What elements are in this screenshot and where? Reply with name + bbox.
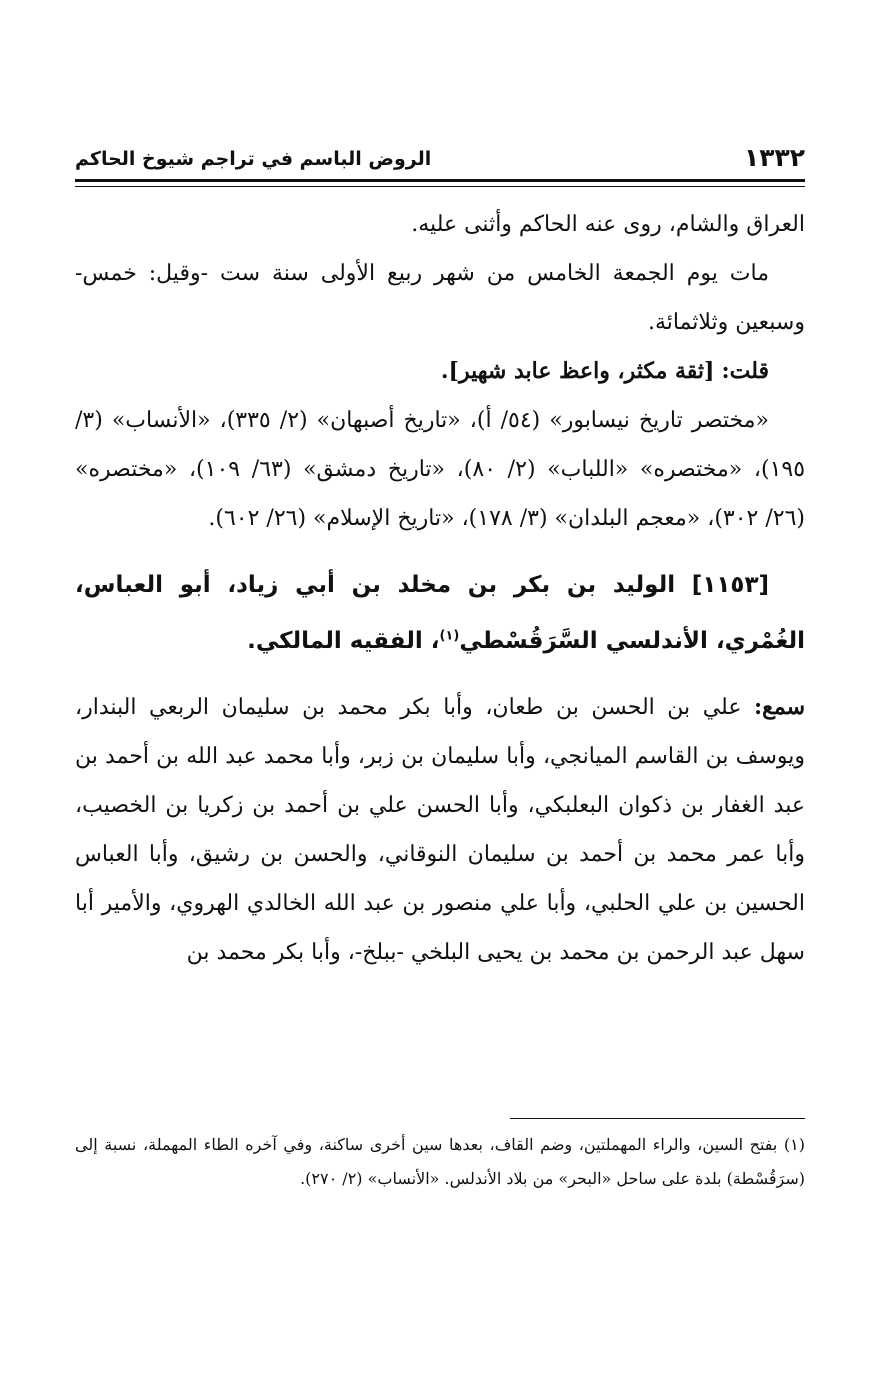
previous-entry-continuation: العراق والشام، روى عنه الحاكم وأثنى عليه. bbox=[411, 212, 805, 237]
heard-text: علي بن الحسن بن طعان، وأبا بكر محمد بن سليمان الربعي البندار، ويوسف بن القاسم الميانجي، وأبا سليمان بن زبر، وأبا محمد عبد الله بن أحمد بن عبد الغفار بن ذكوان البعلبكي، وأبا الحسن علي بن أحمد بن زكريا بن الخصيب، وأبا عمر محمد بن أحمد بن سليمان النوقاني، والحسن بن رشيق، وأبا العباس الحسين بن علي الحلبي، وأبا علي منصور بن عبد الله الخالدي الهروي، والأمير أبا سهل عبد الرحمن بن محمد بن يحيى البلخي -ببلخ-، وأبا بكر محمد بن bbox=[75, 695, 806, 965]
entry-gap-2 bbox=[75, 669, 805, 683]
verdict bbox=[75, 347, 805, 396]
verdict-text: [ثقة مكثر، واعظ عابد شهير]. bbox=[440, 358, 715, 384]
header-rule-thick bbox=[75, 179, 805, 182]
entry-heading-text: [١١٥٣] الوليد بن بكر بن مخلد بن أبي زياد، أبو العباس، الغُمْري، الأندلسي السَّرَقُسْطي bbox=[75, 572, 805, 654]
heard-lead: سمع: bbox=[754, 694, 805, 720]
header-rule-thin bbox=[75, 186, 805, 187]
verdict-lead: قلت: bbox=[721, 358, 769, 384]
footnote: (١) بفتح السين، والراء المهملتين، وضم القاف، بعدها سين أخرى ساكنة، وفي آخره الطاء المهملة، نسبة إلى (سرَقُسْطة) بلدة على ساحل «البحر» من بلاد الأندلس. «الأنساب» (٢/ ٢٧٠). bbox=[75, 1135, 805, 1188]
book-title: الروض الباسم في تراجم شيوخ الحاكم bbox=[75, 148, 432, 170]
page-number: ١٣٣٢ bbox=[743, 143, 805, 172]
footnote-mark: (١) bbox=[439, 628, 460, 644]
sources-list: «مختصر تاريخ نيسابور» (٥٤/ أ)، «تاريخ أصبهان» (٢/ ٣٣٥)، «الأنساب» (٣/ ١٩٥)، «مختصره» «اللباب» (٢/ ٨٠)، «تاريخ دمشق» (٦٣/ ١٠٩)، «مختصره» (٢٦/ ٣٠٢)، «معجم البلدان» (٣/ ١٧٨)، «تاريخ الإسلام» (٢٦/ ٦٠٢). bbox=[75, 408, 806, 531]
main-text bbox=[75, 200, 805, 977]
running-head bbox=[75, 138, 805, 178]
death-note: مات يوم الجمعة الخامس من شهر ربيع الأولى سنة ست -وقيل: خمس- وسبعين وثلاثمائة. bbox=[75, 261, 805, 335]
entry-heading-tail: ، الفقيه المالكي. bbox=[247, 628, 440, 654]
entry-heading bbox=[75, 557, 805, 669]
entry-gap bbox=[75, 543, 805, 557]
teachers-paragraph bbox=[75, 683, 805, 977]
footnote-rule bbox=[510, 1118, 805, 1119]
